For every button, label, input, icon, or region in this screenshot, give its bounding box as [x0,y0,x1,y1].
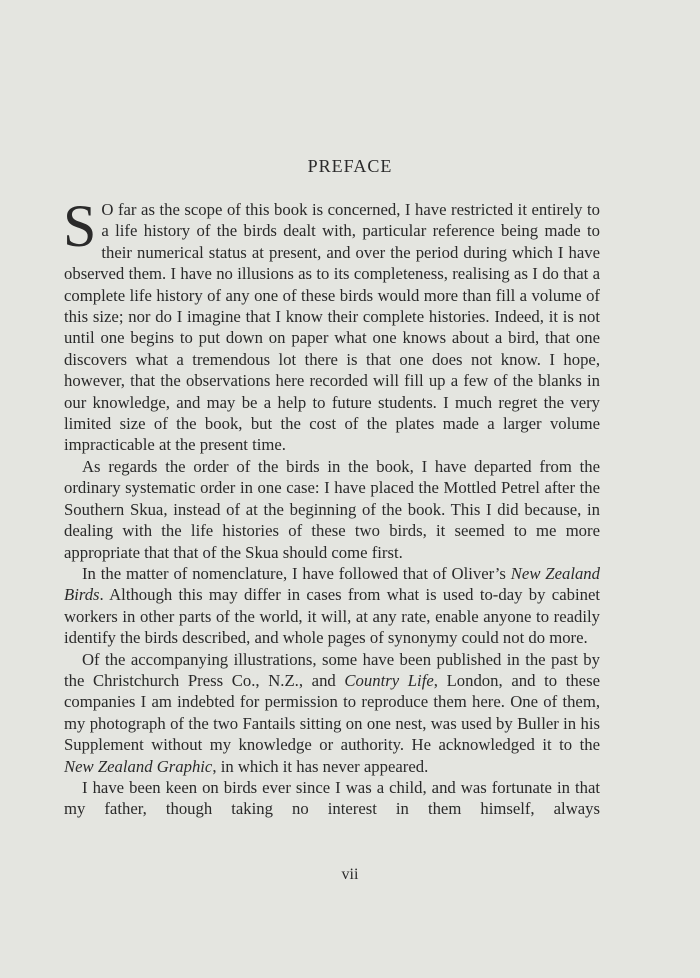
publication-country-life: Country Life [344,670,434,690]
paragraph-1 [63,193,600,456]
paragraph-4-text-a: Of the accompanying illustrations, some have been published in the past by the Christchurch Press Co., N.Z., and [64,649,600,690]
paragraph-4-text-b: , London, and to these companies I am indebted for permission to reproduce them here. One of them, my photograph of the two Fantails sitting on one nest, was used by Buller in his Supplement without my knowledge or authority. He acknowledged it to the [64,670,600,755]
paragraph-4-text-c: , in which it has never appeared. [212,756,429,776]
paragraph-5 [64,777,600,820]
page-number: vii [341,866,359,883]
preface-body [63,193,600,820]
paragraph-1-text: O far as the scope of this book is concerned, I have restricted it entirely to a life history of the birds dealt with, particular reference being made to their numerical status at present, and over the period during which I have observed them. I have no illusions as to its completeness, realising as I do that a complete life history of any one of these birds would more than fill a volume of this size; nor do I imagine that I know their complete histories. Indeed, it is not until one begins to put down on paper what one knows about a bird, that one discovers what a tremendous lot there is that one does not know. I hope, however, that the observations here recorded will fill up a few of the blanks in our knowledge, and may be a help to future students. I much regret the very limited size of the book, but the cost of the plates made a larger volume impracticable at the present time. [64,200,600,455]
paragraph-2 [64,456,600,563]
book-title-new-zealand-birds: New Zealand Birds [64,563,600,605]
paragraph-5-text: I have been keen on birds ever since I was a child, and was fortunate in that my father, though taking no interest in them himself, always [64,777,600,819]
paragraph-4 [64,649,600,777]
publication-new-zealand-graphic: New Zealand Graphic [64,756,213,776]
paragraph-3-text-b: . Although this may differ in cases from what is used to-day by cabinet workers in other parts of the world, it will, at any rate, enable anyone to readily identify the birds described, and whole pages of synonymy could not do more. [64,585,600,648]
drop-cap: S [63,193,97,259]
paragraph-2-text: As regards the order of the birds in the book, I have departed from the ordinary systematic order in one case: I have placed the Mottled Petrel after the Southern Skua, instead of at the beginning of the book. This I did because, in dealing with the life histories of these two birds, it seemed to me more appropriate that that of the Skua should come first. [64,456,600,562]
page-title: PREFACE [307,156,393,176]
paragraph-3-text-a: In the matter of nomenclature, I have followed that of Oliver’s [82,563,511,583]
paragraph-3 [64,563,600,649]
